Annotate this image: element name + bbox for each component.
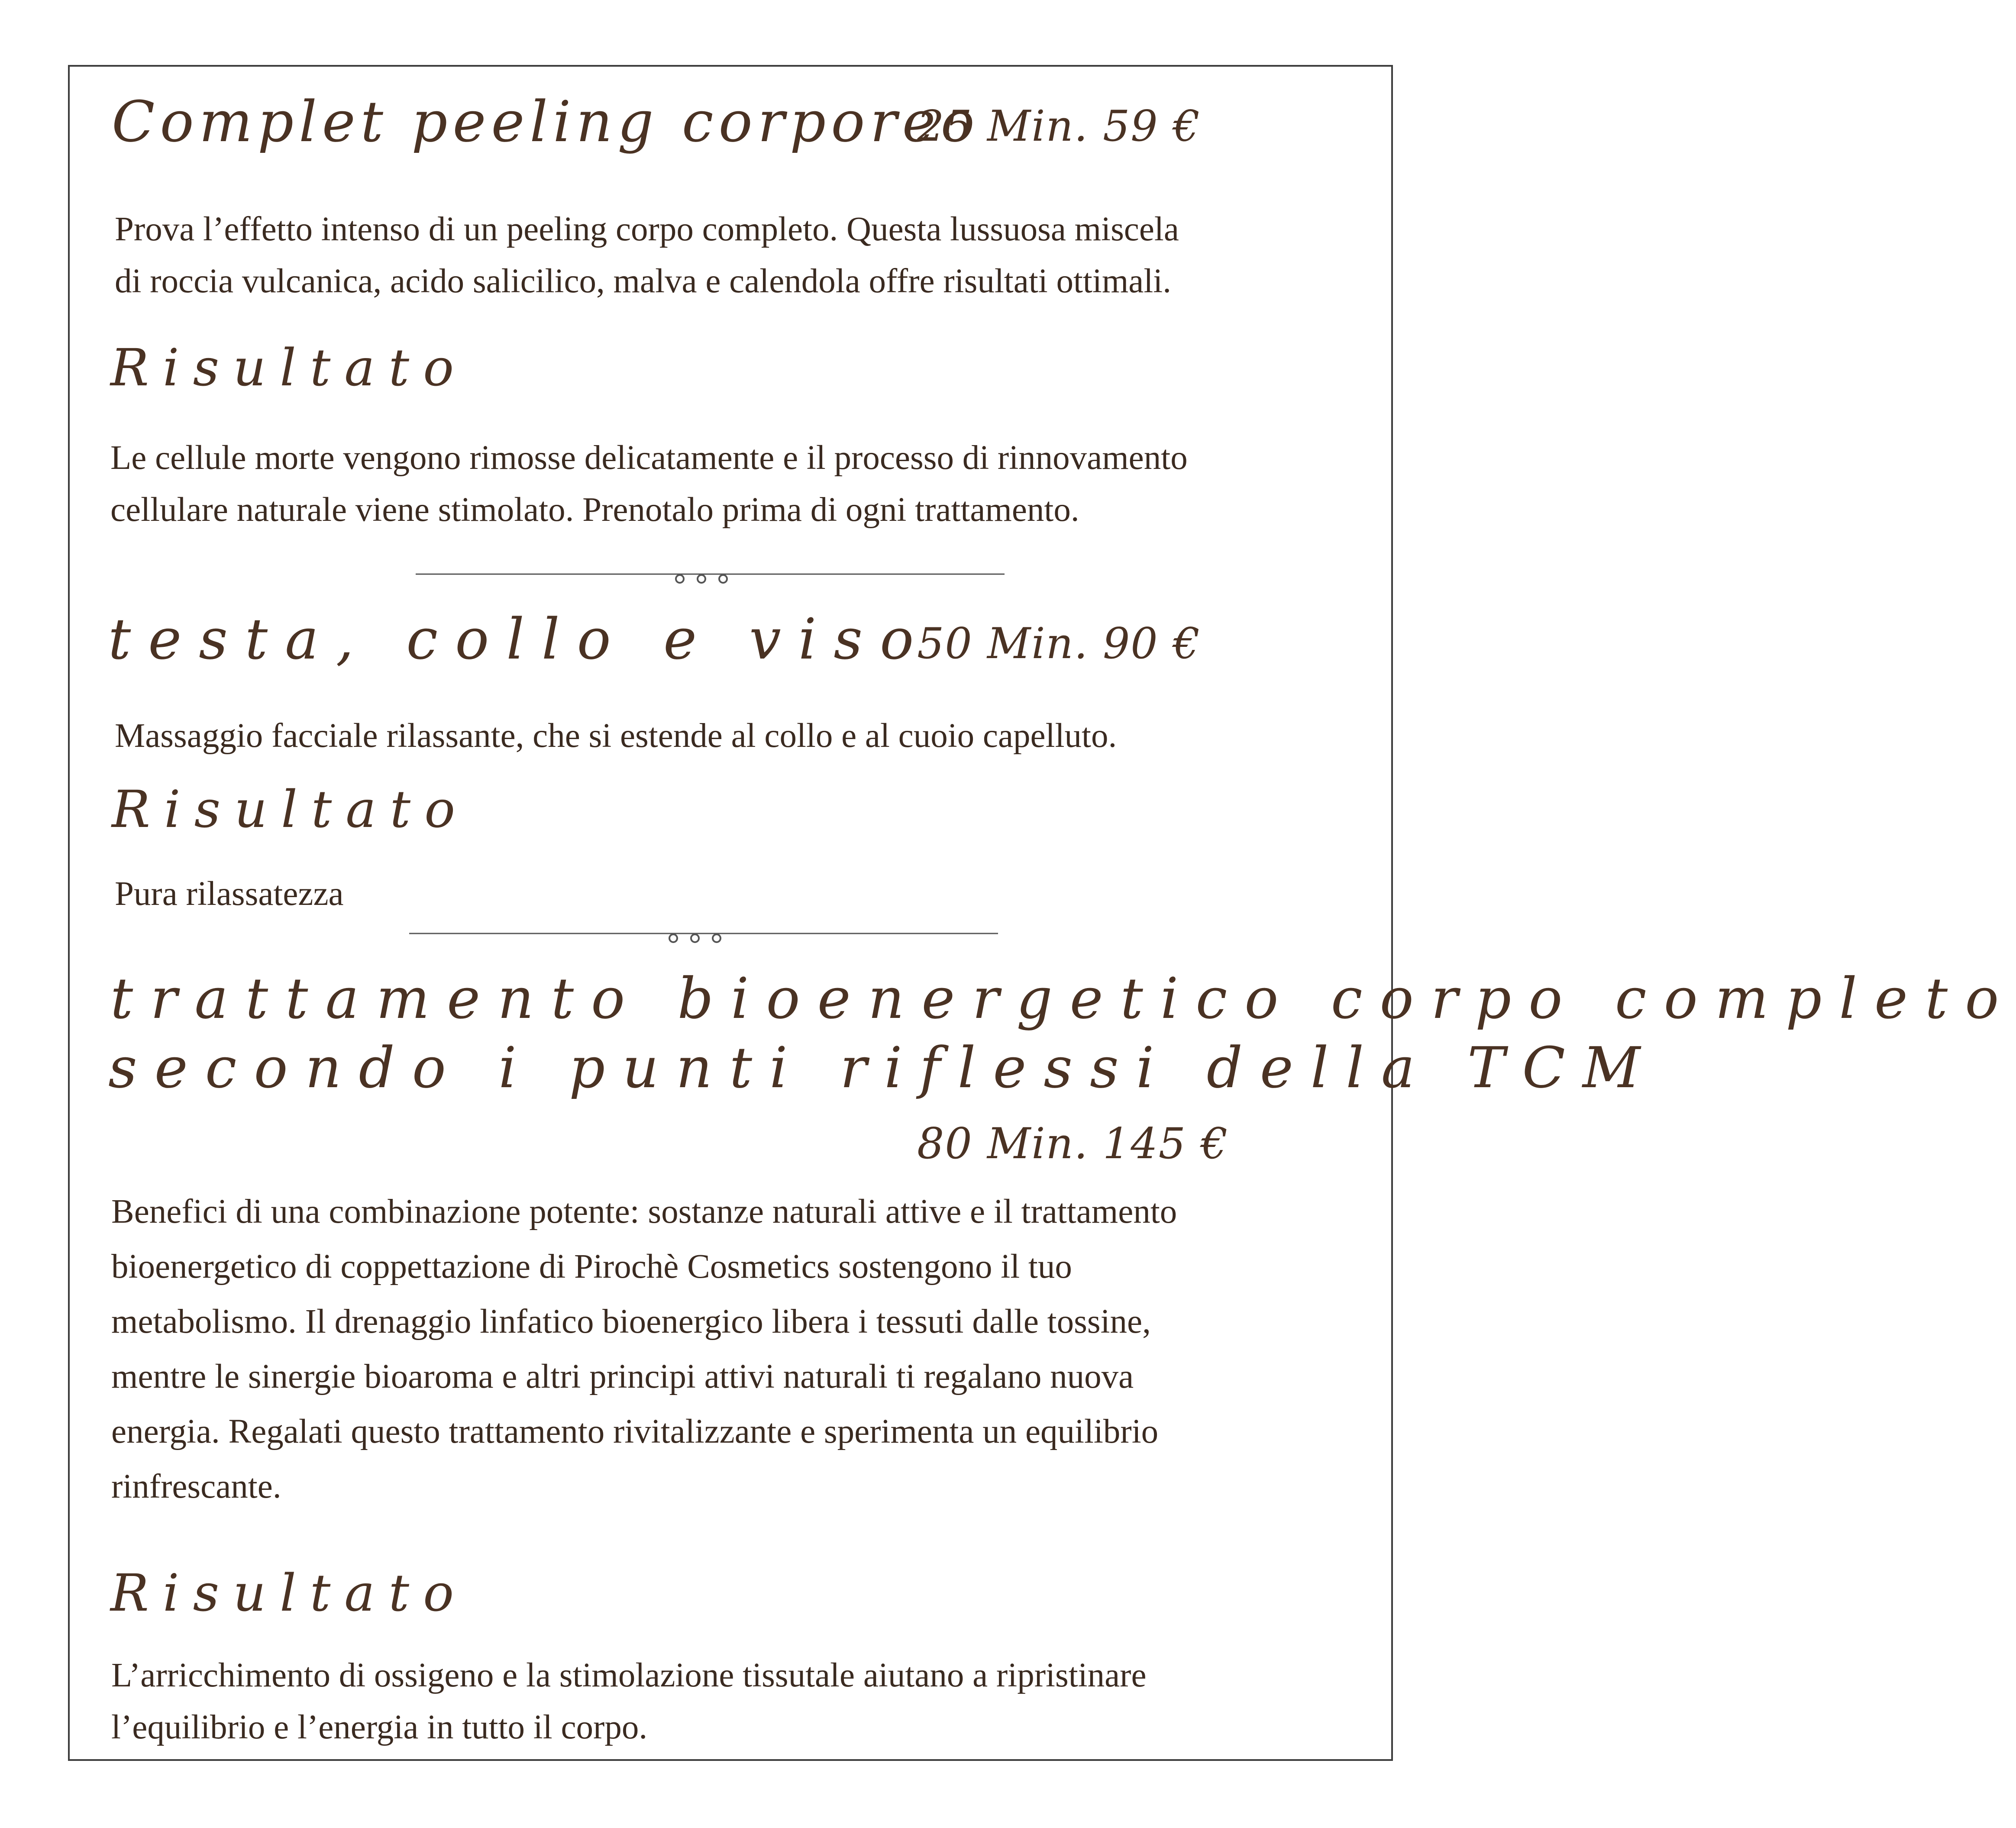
ornamental-divider xyxy=(409,922,998,948)
text-line: metabolismo. Il drenaggio linfatico bioenergico libera i tessuti dalle tossine, xyxy=(111,1303,1151,1340)
result-heading: Risultato xyxy=(110,338,468,397)
service-description xyxy=(111,1184,1177,1514)
result-heading: Risultato xyxy=(112,779,469,839)
service-result xyxy=(111,1650,1147,1754)
service-result xyxy=(110,432,1188,536)
service-title: secondo i punti riflessi della TCM xyxy=(108,1035,1658,1101)
text-line: Prova l’effetto intenso di un peeling corpo completo. Questa lussuosa miscela xyxy=(115,210,1179,248)
text-line: rinfrescante. xyxy=(111,1468,281,1505)
text-line: Pura rilassatezza xyxy=(115,875,344,913)
result-heading: Risultato xyxy=(110,1563,468,1623)
service-title: testa, collo e viso xyxy=(108,606,931,672)
service-duration-price: 25 Min. 59 € xyxy=(917,102,1201,151)
service-description xyxy=(115,203,1179,307)
text-line: di roccia vulcanica, acido salicilico, malva e calendola offre risultati ottimali. xyxy=(115,262,1171,300)
text-line: Benefici di una combinazione potente: sostanze naturali attive e il trattamento xyxy=(111,1193,1177,1231)
service-duration-price: 50 Min. 90 € xyxy=(917,619,1201,669)
text-line: cellulare naturale viene stimolato. Prenotalo prima di ogni trattamento. xyxy=(110,491,1079,529)
text-line: Massaggio facciale rilassante, che si estende al collo e al cuoio capelluto. xyxy=(115,717,1117,755)
service-result xyxy=(115,868,344,920)
text-line: L’arricchimento di ossigeno e la stimolazione tissutale aiutano a ripristinare xyxy=(111,1657,1147,1694)
ornamental-divider xyxy=(416,563,1005,589)
service-duration-price: 80 Min. 145 € xyxy=(917,1119,1229,1169)
service-description xyxy=(115,710,1117,762)
service-title: Complet peeling corporeo xyxy=(112,89,980,155)
text-line: l’equilibrio e l’energia in tutto il corpo. xyxy=(111,1709,648,1746)
text-line: mentre le sinergie bioaroma e altri principi attivi naturali ti regalano nuova xyxy=(111,1358,1134,1395)
text-line: Le cellule morte vengono rimosse delicatamente e il processo di rinnovamento xyxy=(110,439,1188,477)
text-line: energia. Regalati questo trattamento rivitalizzante e sperimenta un equilibrio xyxy=(111,1413,1159,1450)
text-line: bioenergetico di coppettazione di Pirochè Cosmetics sostengono il tuo xyxy=(111,1248,1072,1285)
service-title: trattamento bioenergetico corpo completo xyxy=(110,966,2016,1031)
